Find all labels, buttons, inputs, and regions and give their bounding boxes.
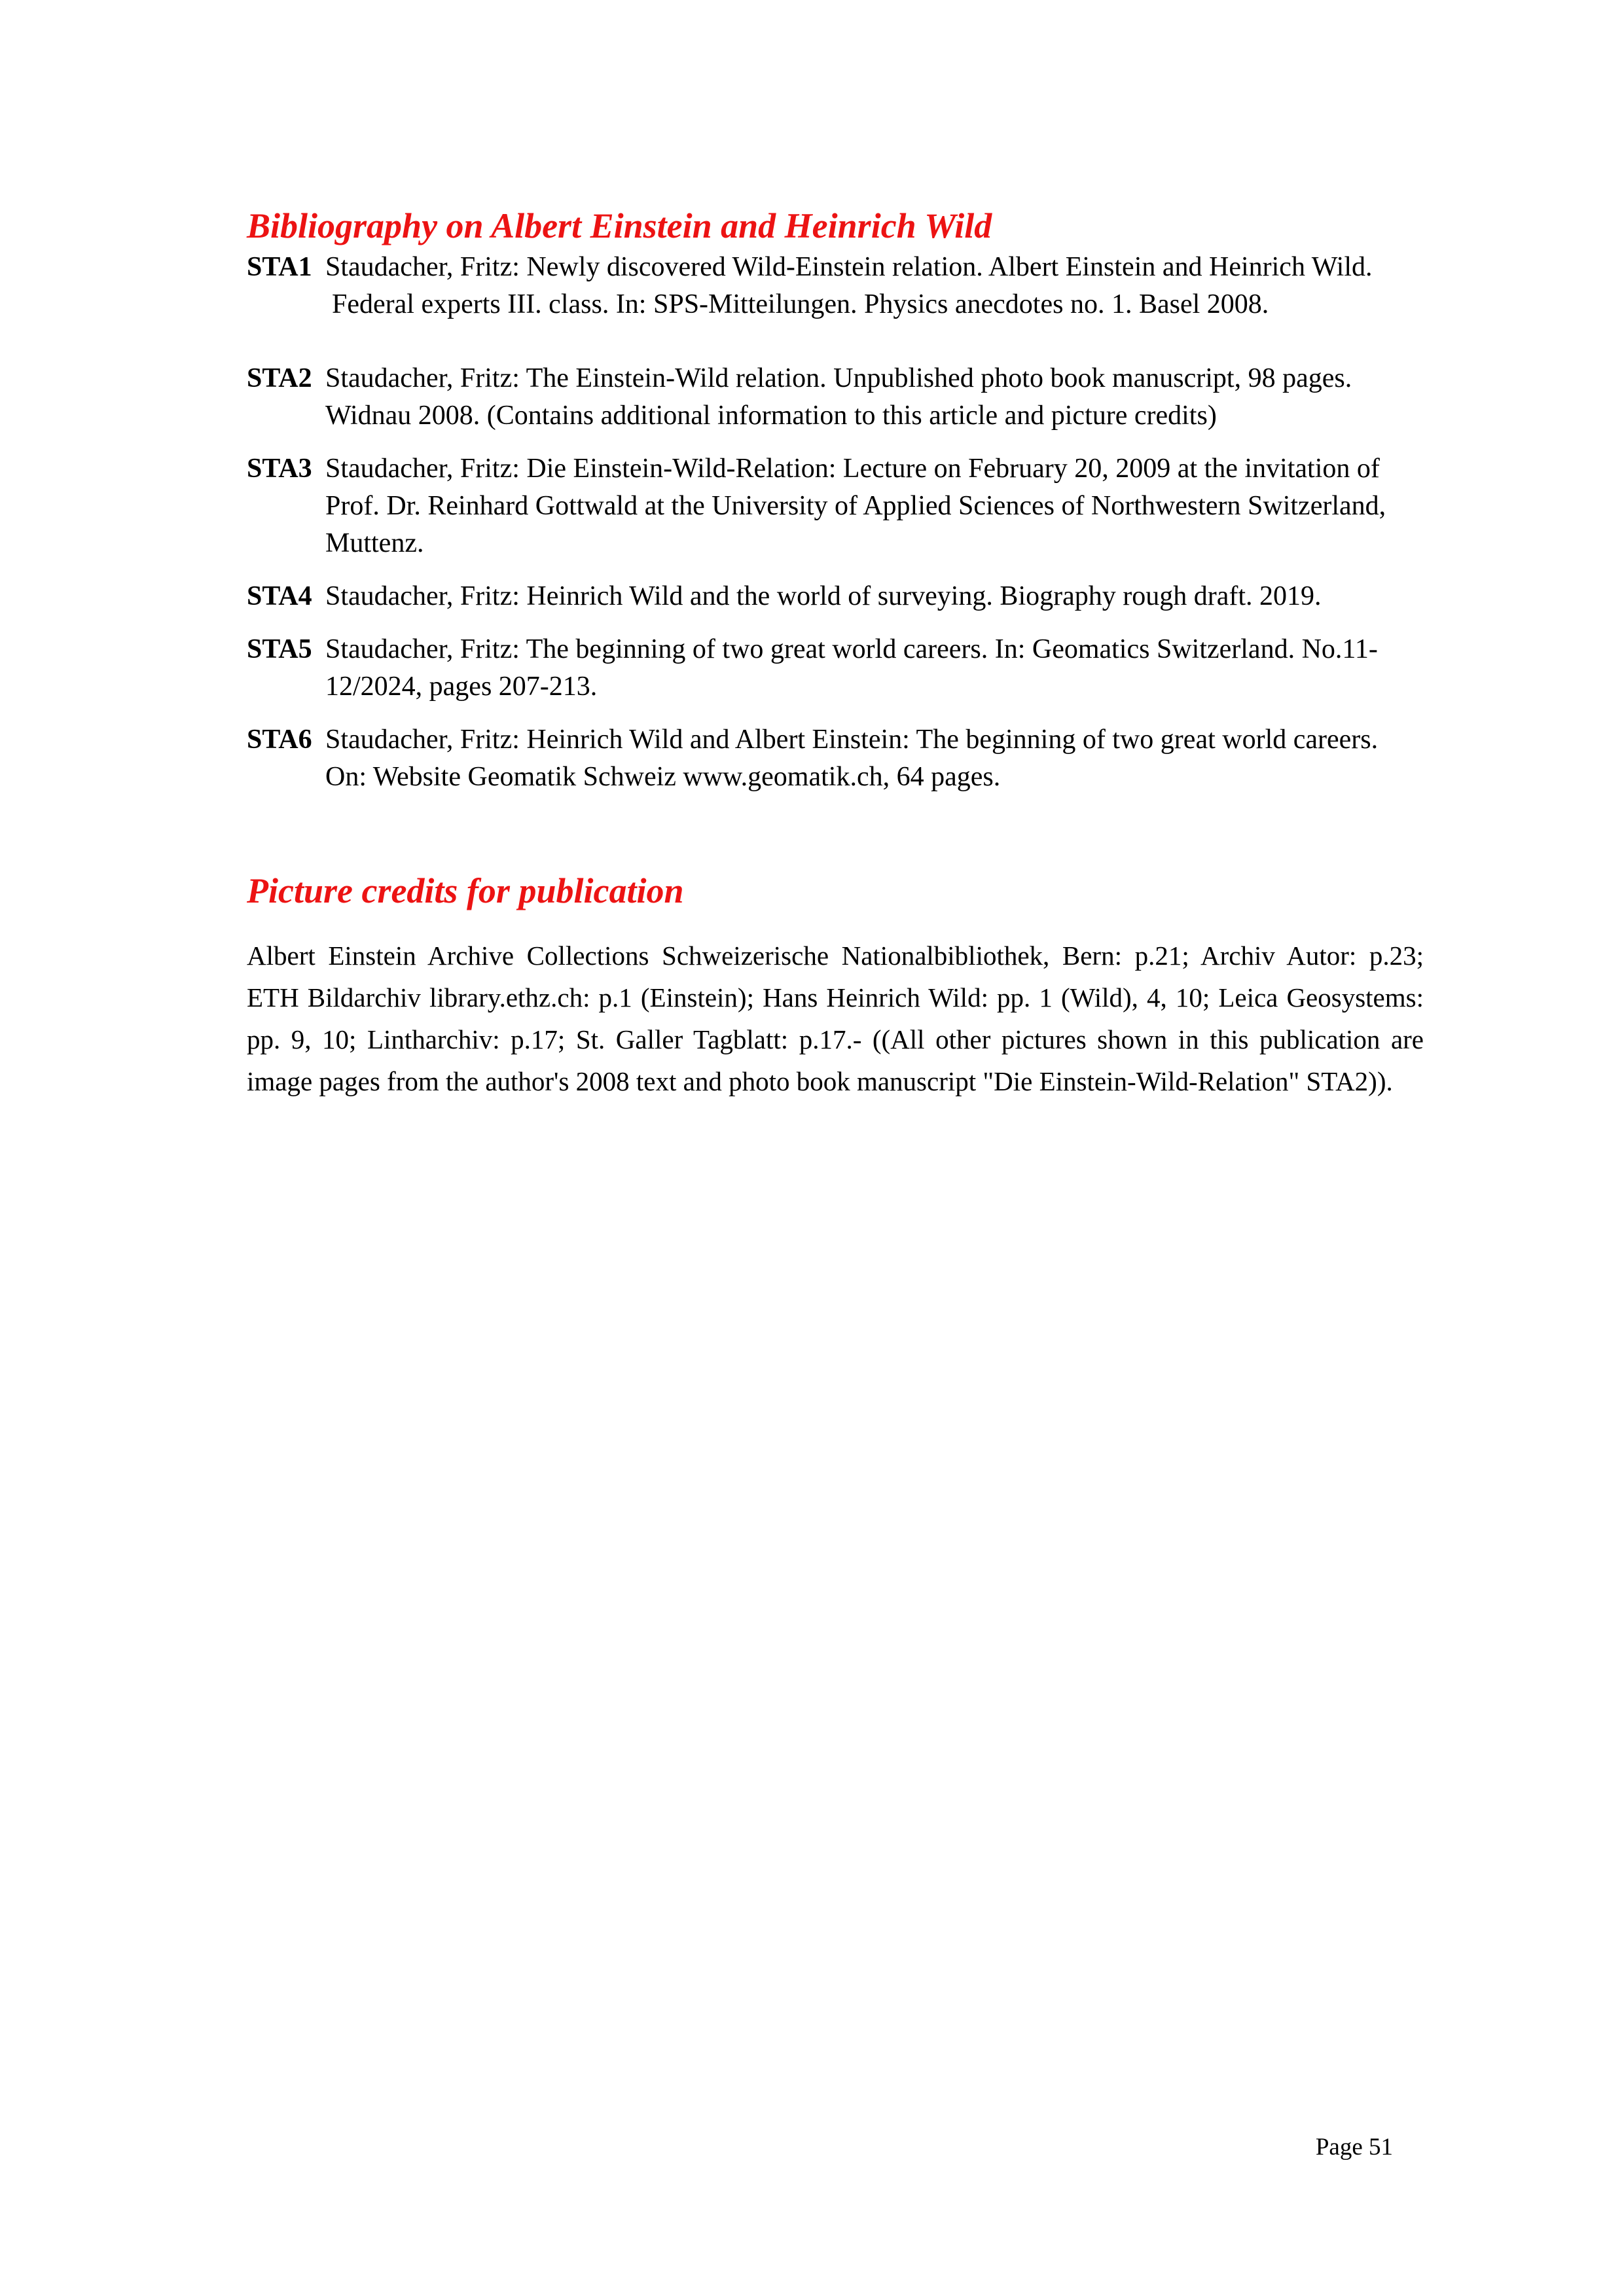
reference-text: [325, 631, 1424, 706]
reference-id: STA4: [247, 581, 312, 611]
reference-id: STA1: [247, 252, 312, 282]
reference-line: Widnau 2008. (Contains additional information to this article and picture credits): [325, 401, 1217, 431]
reference-line: Staudacher, Fritz: Heinrich Wild and the world of surveying. Biography rough draft. 2019.: [325, 581, 1322, 611]
reference-line: Federal experts III. class. In: SPS-Mitteilungen. Physics anecdotes no. 1. Basel 2008.: [332, 289, 1269, 319]
reference-item: [247, 249, 1424, 323]
picture-credits-line: pp. 9, 10; Lintharchiv: p.17; St. Galler Tagblatt: p.17.- ((All other pictures shown in this publication are: [247, 1024, 1424, 1054]
page-number: Page 51: [1315, 2134, 1393, 2161]
page-content: [247, 203, 1424, 1102]
reference-line: On: Website Geomatik Schweiz www.geomatik.ch, 64 pages.: [325, 762, 1001, 792]
picture-credits-line: image pages from the author's 2008 text and photo book manuscript "Die Einstein-Wild-Relation" STA2)).: [247, 1066, 1393, 1096]
reference-line: Staudacher, Fritz: Die Einstein-Wild-Relation: Lecture on February 20, 2009 at the invitation of: [325, 454, 1380, 484]
reference-line: Staudacher, Fritz: Newly discovered Wild-Einstein relation. Albert Einstein and Heinrich Wild.: [325, 252, 1373, 282]
reference-text: [325, 249, 1424, 323]
reference-line: Staudacher, Fritz: Heinrich Wild and Albert Einstein: The beginning of two great world careers.: [325, 725, 1379, 755]
reference-item: [247, 578, 1424, 615]
reference-item: [247, 450, 1424, 562]
reference-text: [325, 721, 1424, 796]
bibliography-heading: Bibliography on Albert Einstein and Heinrich Wild: [247, 206, 992, 245]
reference-line: Staudacher, Fritz: The Einstein-Wild relation. Unpublished photo book manuscript, 98 pages.: [325, 363, 1352, 393]
picture-credits-line: ETH Bildarchiv library.ethz.ch: p.1 (Einstein); Hans Heinrich Wild: pp. 1 (Wild), 4, 10; Leica Geosystems:: [247, 982, 1424, 1013]
reference-line: Muttenz.: [325, 528, 424, 558]
reference-line: 12/2024, pages 207-213.: [325, 672, 598, 702]
reference-text: [325, 450, 1424, 562]
reference-line: Staudacher, Fritz: The beginning of two great world careers. In: Geomatics Switzerland. No.11-: [325, 634, 1378, 664]
reference-text: [325, 360, 1424, 435]
reference-item: [247, 360, 1424, 435]
reference-id: STA6: [247, 725, 312, 755]
reference-text: [325, 578, 1424, 615]
picture-credits-line: Albert Einstein Archive Collections Schweizerische Nationalbibliothek, Bern: p.21; Archiv Autor: p.23;: [247, 941, 1424, 971]
reference-line: Prof. Dr. Reinhard Gottwald at the University of Applied Sciences of Northwestern Switzerland,: [325, 491, 1386, 521]
reference-id: STA3: [247, 454, 312, 484]
picture-credits-paragraph: [247, 935, 1424, 1102]
reference-item: [247, 721, 1424, 796]
reference-id: STA5: [247, 634, 312, 664]
reference-id: STA2: [247, 363, 312, 393]
picture-credits-heading: Picture credits for publication: [247, 871, 684, 910]
references-list: [247, 249, 1424, 796]
reference-item: [247, 631, 1424, 706]
